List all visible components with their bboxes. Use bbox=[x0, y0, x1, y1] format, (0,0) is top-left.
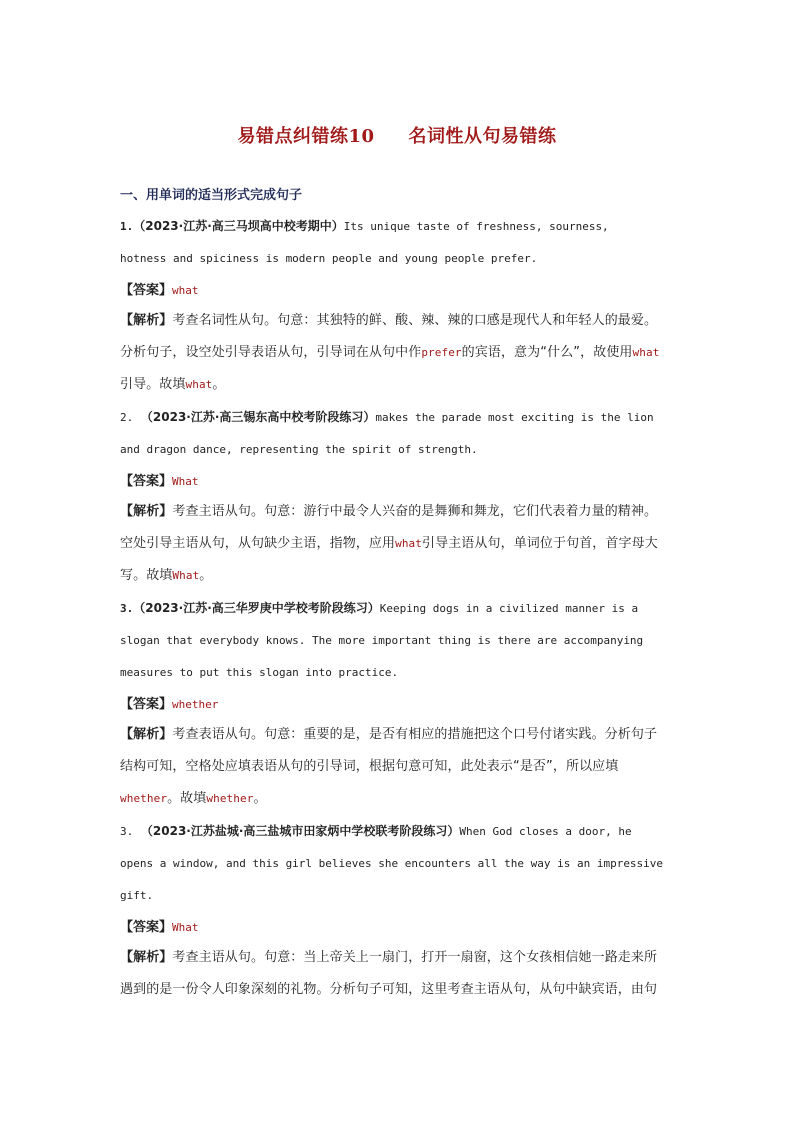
analysis-2-line-2: 空处引导主语从句，从句缺少主语，指物，应用what引导主语从句，单词位于句首，首字母大 bbox=[120, 536, 658, 551]
analysis-2-line-1: 【解析】考查主语从句。句意：游行中最令人兴奋的是舞狮和舞龙，它们代表着力量的精神。 bbox=[120, 504, 658, 519]
question-1-line-1: 1.（2023·江苏·高三马坝高中校考期中）Its unique taste of freshness, sourness, bbox=[120, 219, 609, 233]
question-2-line-1: 2. （2023·江苏·高三锡东高中校考阶段练习）makes the parade most exciting is the lion bbox=[120, 410, 654, 424]
answer-2: 【答案】What bbox=[120, 474, 199, 489]
analysis-3-line-1: 【解析】考查表语从句。句意：重要的是，是否有相应的措施把这个口号付诸实践。分析句子 bbox=[120, 727, 658, 742]
question-3-line-2: slogan that everybody knows. The more important thing is there are accompanying bbox=[120, 634, 644, 647]
question-4-line-3: gift. bbox=[120, 889, 154, 902]
analysis-1-line-3: 引导。故填what。 bbox=[120, 377, 226, 392]
question-2-line-2: and dragon dance, representing the spirit of strength. bbox=[120, 443, 478, 456]
analysis-2-line-3: 写。故填What。 bbox=[120, 568, 213, 583]
question-3-line-1: 3.（2023·江苏·高三华罗庚中学校考阶段练习）Keeping dogs in a civilized manner is a bbox=[120, 601, 639, 615]
question-3-line-3: measures to put this slogan into practice. bbox=[120, 666, 399, 679]
section-heading: 一、用单词的适当形式完成句子 bbox=[120, 188, 303, 203]
analysis-3-line-2: 结构可知，空格处应填表语从句的引导词，根据句意可知，此处表示“是否”，所以应填 bbox=[120, 759, 619, 774]
question-source: （2023·江苏·高三马坝高中校考期中） bbox=[133, 219, 344, 233]
analysis-4-line-2: 遇到的是一份令人印象深刻的礼物。分析句子可知，这里考查主语从句，从句中缺宾语，由句 bbox=[120, 982, 658, 997]
question-list bbox=[120, 211, 700, 1007]
answer-3: 【答案】whether bbox=[120, 697, 219, 712]
question-4-line-1: 3. （2023·江苏盐城·高三盐城市田家炳中学校联考阶段练习）When God closes a door, he bbox=[120, 824, 632, 838]
answer-4: 【答案】What bbox=[120, 920, 199, 935]
question-source: （2023·江苏盐城·高三盐城市田家炳中学校联考阶段练习） bbox=[140, 824, 460, 838]
analysis-4-line-1: 【解析】考查主语从句。句意：当上帝关上一扇门，打开一扇窗，这个女孩相信她一路走来所 bbox=[120, 950, 658, 965]
title-part-1: 易错点纠错练10 bbox=[237, 126, 375, 147]
answer-1: 【答案】what bbox=[120, 283, 199, 298]
title-part-2: 名词性从句易错练 bbox=[408, 126, 557, 147]
question-1-line-2: hotness and spiciness is modern people and young people prefer. bbox=[120, 252, 538, 265]
question-source: （2023·江苏·高三锡东高中校考阶段练习） bbox=[140, 410, 376, 424]
page-title bbox=[0, 122, 794, 148]
analysis-1-line-1: 【解析】考查名词性从句。句意：其独特的鲜、酸、辣、辣的口感是现代人和年轻人的最爱。 bbox=[120, 313, 658, 328]
analysis-3-line-3: whether。故填whether。 bbox=[120, 791, 267, 806]
question-source: （2023·江苏·高三华罗庚中学校考阶段练习） bbox=[133, 601, 380, 615]
analysis-1-line-2: 分析句子，设空处引导表语从句，引导词在从句中作prefer的宾语，意为“什么”，故使用what bbox=[120, 345, 660, 360]
question-4-line-2: opens a window, and this girl believes she encounters all the way is an impressive bbox=[120, 857, 664, 870]
